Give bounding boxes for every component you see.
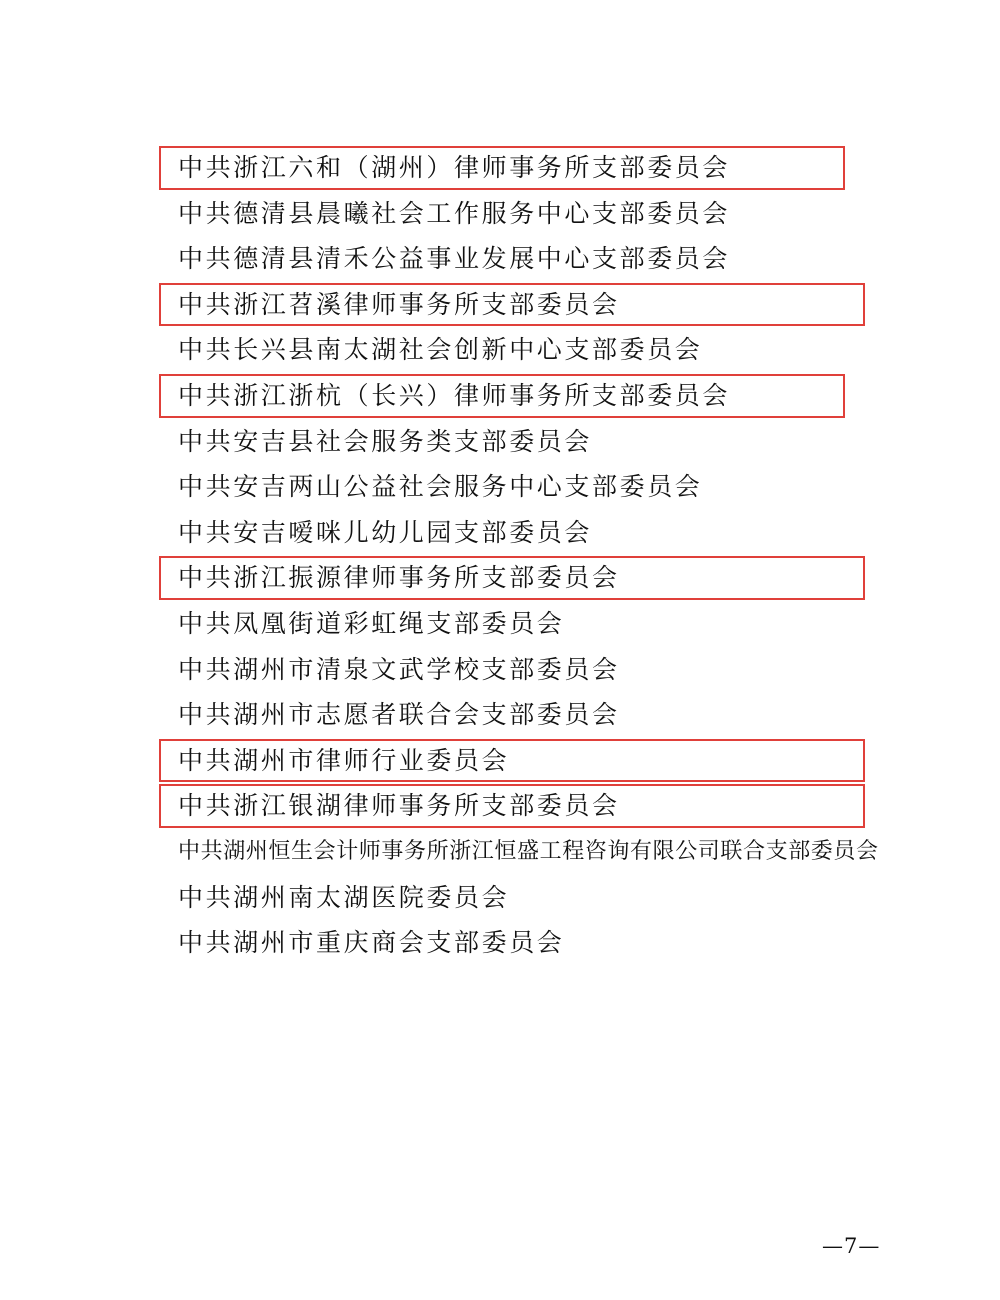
list-item [178,829,879,875]
list-item [178,783,879,829]
page-number: —7— [822,1234,881,1258]
organization-name: 中共德清县晨曦社会工作服务中心支部委员会 [178,198,731,228]
organization-name: 中共浙江振源律师事务所支部委员会 [178,563,620,593]
organization-name: 中共浙江浙杭（长兴）律师事务所支部委员会 [178,380,731,410]
list-item [178,282,879,328]
list-item [178,510,879,556]
list-item [178,738,879,784]
organization-name: 中共安吉嗳咪儿幼儿园支部委员会 [178,517,593,547]
organization-name: 中共长兴县南太湖社会创新中心支部委员会 [178,335,703,365]
organization-name: 中共湖州南太湖医院委员会 [178,882,510,912]
organization-name: 中共德清县清禾公益事业发展中心支部委员会 [178,244,731,274]
list-item [178,647,879,693]
list-item [178,555,879,601]
list-item [178,875,879,921]
list-item [178,692,879,738]
list-item [178,419,879,465]
list-item [178,327,879,373]
organization-name: 中共湖州市重庆商会支部委员会 [178,928,565,958]
list-item [178,373,879,419]
organization-name: 中共湖州市清泉文武学校支部委员会 [178,654,620,684]
organization-list [178,145,879,966]
list-item [178,920,879,966]
list-item [178,145,879,191]
organization-name: 中共浙江银湖律师事务所支部委员会 [178,791,620,821]
list-item [178,601,879,647]
organization-name: 中共凤凰街道彩虹绳支部委员会 [178,608,565,638]
organization-name: 中共浙江六和（湖州）律师事务所支部委员会 [178,153,731,182]
organization-name: 中共浙江苕溪律师事务所支部委员会 [178,289,620,319]
list-item [178,236,879,282]
organization-name: 中共湖州恒生会计师事务所浙江恒盛工程咨询有限公司联合支部委员会 [178,838,879,864]
list-item [178,191,879,237]
organization-name: 中共湖州市律师行业委员会 [178,745,510,775]
organization-name: 中共安吉县社会服务类支部委员会 [178,426,593,456]
list-item [178,464,879,510]
organization-name: 中共湖州市志愿者联合会支部委员会 [178,700,620,730]
organization-name: 中共安吉两山公益社会服务中心支部委员会 [178,472,703,502]
